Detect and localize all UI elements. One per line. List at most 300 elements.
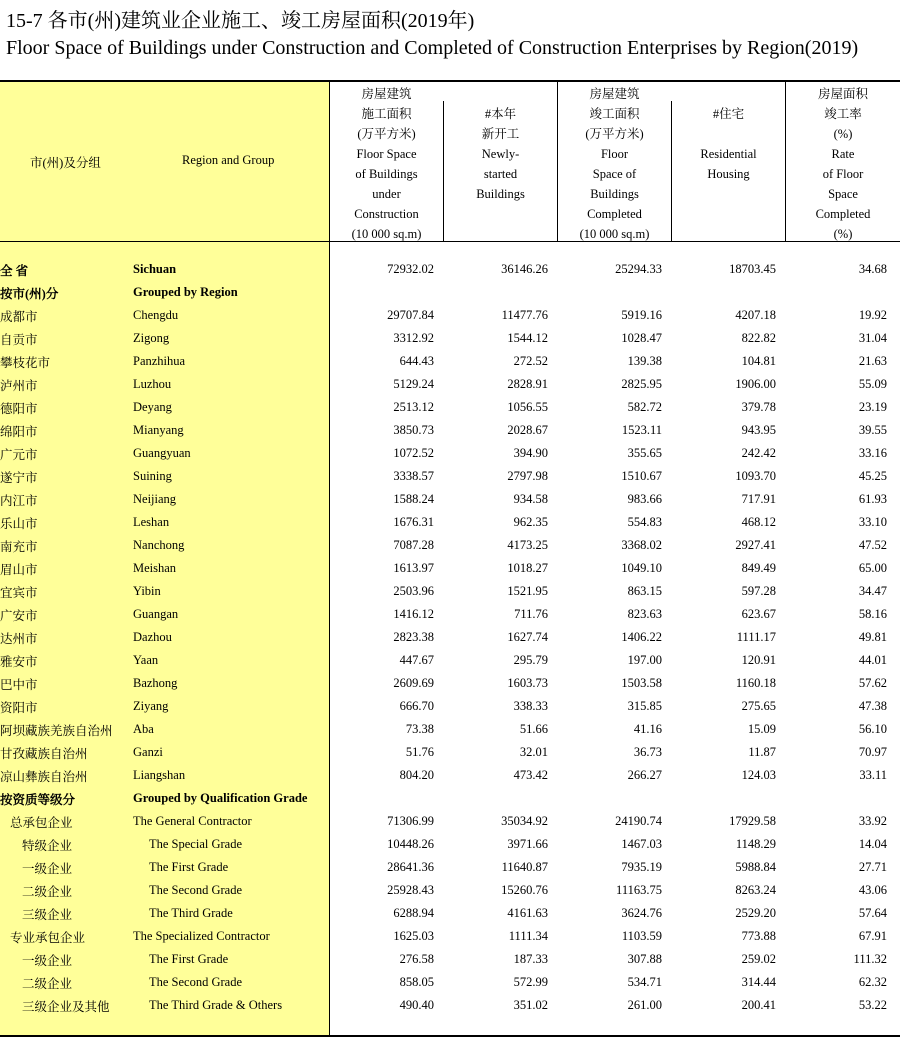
table-row	[0, 603, 900, 626]
table-row	[0, 557, 900, 580]
header-group1-top: 房屋建筑	[361, 87, 412, 101]
newly-started-buildings: 1544.12	[507, 331, 548, 345]
newly-started-buildings: 11477.76	[501, 308, 548, 322]
row-name-cn: 甘孜藏族自治州	[0, 746, 88, 761]
completion-rate: 70.97	[858, 745, 887, 759]
completion-rate: 34.47	[858, 584, 887, 598]
floor-space-completed: 2825.95	[621, 377, 662, 391]
row-padding	[887, 856, 900, 879]
floor-space-under-construction: 25928.43	[387, 883, 434, 897]
residential-housing: 4207.18	[735, 308, 776, 322]
row-name-en: Mianyang	[133, 423, 184, 437]
header-col1	[330, 104, 443, 244]
newly-started-buildings: 711.76	[514, 607, 548, 621]
residential-housing: 943.95	[741, 423, 776, 437]
residential-housing: 468.12	[741, 515, 776, 529]
residential-housing: 2529.20	[735, 906, 776, 920]
floor-space-under-construction: 5129.24	[393, 377, 434, 391]
row-padding	[887, 465, 900, 488]
floor-space-completed: 1103.59	[621, 929, 662, 943]
header-col5-line: (%)	[833, 127, 853, 141]
floor-space-completed: 1049.10	[621, 561, 662, 575]
header-col5-line: 房屋面积	[817, 87, 868, 101]
residential-housing: 1148.29	[735, 837, 776, 851]
residential-housing: 1160.18	[735, 676, 776, 690]
bottom-rule	[0, 1035, 900, 1037]
table-row	[0, 925, 900, 948]
completion-rate: 49.81	[858, 630, 887, 644]
completion-rate: 33.92	[858, 814, 887, 828]
row-name-en: Neijiang	[133, 492, 177, 506]
floor-space-under-construction: 1613.97	[393, 561, 434, 575]
residential-housing: 17929.58	[729, 814, 776, 828]
residential-housing: 124.03	[741, 768, 776, 782]
floor-space-under-construction: 858.05	[399, 975, 434, 989]
residential-housing: 259.02	[741, 952, 776, 966]
header-col2-line: #本年	[484, 107, 517, 121]
floor-space-under-construction: 6288.94	[393, 906, 434, 920]
row-padding	[887, 925, 900, 948]
completion-rate: 58.16	[858, 607, 887, 621]
row-padding	[887, 833, 900, 856]
data-table	[0, 258, 900, 1017]
floor-space-completed: 3368.02	[621, 538, 662, 552]
completion-rate: 111.32	[853, 952, 887, 966]
row-padding	[887, 281, 900, 304]
floor-space-under-construction: 1416.12	[393, 607, 434, 621]
table-row	[0, 304, 900, 327]
row-name-en: Aba	[133, 722, 154, 736]
row-padding	[887, 695, 900, 718]
row-name-en: The General Contractor	[133, 814, 252, 828]
residential-housing: 11.87	[748, 745, 776, 759]
header-col1-line: Floor Space	[356, 147, 417, 161]
floor-space-completed: 7935.19	[621, 860, 662, 874]
header-col5-line: Rate	[831, 147, 855, 161]
completion-rate: 34.68	[858, 262, 887, 276]
table-row	[0, 833, 900, 856]
completion-rate: 61.93	[858, 492, 887, 506]
table-row	[0, 764, 900, 787]
row-padding	[887, 603, 900, 626]
table-row	[0, 281, 900, 304]
row-name-cn: 自贡市	[0, 332, 38, 347]
header-col1-line: Construction	[354, 207, 419, 221]
row-padding	[887, 672, 900, 695]
row-name-en: The First Grade	[149, 952, 229, 966]
residential-housing: 8263.24	[735, 883, 776, 897]
floor-space-under-construction: 10448.26	[387, 837, 434, 851]
top-rule	[0, 80, 900, 82]
row-name-en: Sichuan	[133, 262, 177, 276]
completion-rate: 47.52	[858, 538, 887, 552]
table-row	[0, 258, 900, 281]
row-name-cn: 按市(州)分	[0, 286, 59, 301]
floor-space-completed: 823.63	[627, 607, 662, 621]
floor-space-completed: 1503.58	[621, 676, 662, 690]
floor-space-completed: 36.73	[633, 745, 662, 759]
row-name-cn: 南充市	[0, 539, 38, 554]
newly-started-buildings: 1627.74	[507, 630, 548, 644]
row-padding	[887, 649, 900, 672]
newly-started-buildings: 934.58	[513, 492, 548, 506]
floor-space-completed: 25294.33	[615, 262, 662, 276]
row-padding	[887, 557, 900, 580]
floor-space-completed: 197.00	[627, 653, 662, 667]
completion-rate: 21.63	[858, 354, 887, 368]
row-name-cn: 二级企业	[22, 976, 73, 991]
newly-started-buildings: 2028.67	[507, 423, 548, 437]
row-name-en: The First Grade	[149, 860, 229, 874]
floor-space-under-construction: 1676.31	[393, 515, 434, 529]
row-name-en: Panzhihua	[133, 354, 186, 368]
residential-housing	[662, 787, 776, 810]
newly-started-buildings: 11640.87	[501, 860, 548, 874]
completion-rate: 14.04	[858, 837, 887, 851]
row-name-cn: 阿坝藏族羌族自治州	[0, 723, 113, 738]
residential-housing: 1906.00	[735, 377, 776, 391]
residential-housing: 717.91	[741, 492, 776, 506]
header-col2-line: Buildings	[476, 187, 525, 201]
floor-space-under-construction: 3850.73	[393, 423, 434, 437]
row-name-en: Chengdu	[133, 308, 179, 322]
row-padding	[887, 787, 900, 810]
table-row	[0, 994, 900, 1017]
residential-housing: 1111.17	[736, 630, 776, 644]
floor-space-under-construction: 276.58	[399, 952, 434, 966]
floor-space-completed: 11163.75	[616, 883, 662, 897]
table-row	[0, 350, 900, 373]
row-name-en: Nanchong	[133, 538, 185, 552]
residential-housing: 18703.45	[729, 262, 776, 276]
newly-started-buildings: 15260.76	[501, 883, 548, 897]
row-padding	[887, 810, 900, 833]
table-row	[0, 672, 900, 695]
row-name-cn: 攀枝花市	[0, 355, 51, 370]
row-name-en: Yaan	[133, 653, 159, 667]
completion-rate	[776, 281, 887, 304]
row-padding	[887, 396, 900, 419]
newly-started-buildings: 4161.63	[507, 906, 548, 920]
residential-housing: 314.44	[741, 975, 776, 989]
residential-housing: 623.67	[741, 607, 776, 621]
floor-space-completed: 1467.03	[621, 837, 662, 851]
residential-housing: 5988.84	[735, 860, 776, 874]
table-row	[0, 695, 900, 718]
completion-rate: 56.10	[858, 722, 887, 736]
newly-started-buildings: 3971.66	[507, 837, 548, 851]
newly-started-buildings: 338.33	[513, 699, 548, 713]
newly-started-buildings: 2828.91	[507, 377, 548, 391]
completion-rate: 57.64	[858, 906, 887, 920]
header-col3-line: Buildings	[590, 187, 639, 201]
header-region-en: Region and Group	[182, 153, 275, 167]
row-name-en: Suining	[133, 469, 172, 483]
header-col4-line: Residential	[700, 147, 757, 161]
newly-started-buildings: 473.42	[513, 768, 548, 782]
row-name-cn: 凉山彝族自治州	[0, 769, 88, 784]
row-name-en: Grouped by Region	[133, 285, 238, 299]
floor-space-under-construction: 666.70	[399, 699, 434, 713]
floor-space-under-construction: 2609.69	[393, 676, 434, 690]
row-padding	[887, 304, 900, 327]
row-padding	[887, 511, 900, 534]
floor-space-completed: 266.27	[627, 768, 662, 782]
row-name-cn: 一级企业	[22, 953, 73, 968]
table-row	[0, 971, 900, 994]
floor-space-completed: 534.71	[627, 975, 662, 989]
newly-started-buildings: 1056.55	[507, 400, 548, 414]
table-row	[0, 534, 900, 557]
newly-started-buildings: 2797.98	[507, 469, 548, 483]
newly-started-buildings: 351.02	[513, 998, 548, 1012]
floor-space-under-construction: 490.40	[399, 998, 434, 1012]
floor-space-under-construction: 804.20	[399, 768, 434, 782]
row-padding	[887, 327, 900, 350]
floor-space-under-construction: 72932.02	[387, 262, 434, 276]
header-region-cn: 市(州)及分组	[30, 156, 101, 170]
residential-housing: 2927.41	[735, 538, 776, 552]
completion-rate: 27.71	[858, 860, 887, 874]
row-padding	[887, 350, 900, 373]
floor-space-under-construction: 71306.99	[387, 814, 434, 828]
row-name-en: Ziyang	[133, 699, 169, 713]
newly-started-buildings: 35034.92	[501, 814, 548, 828]
completion-rate: 39.55	[858, 423, 887, 437]
residential-housing: 275.65	[741, 699, 776, 713]
residential-housing: 15.09	[747, 722, 776, 736]
header-col5-line: (%)	[833, 227, 853, 241]
completion-rate: 45.25	[858, 469, 887, 483]
residential-housing: 773.88	[741, 929, 776, 943]
row-name-cn: 遂宁市	[0, 470, 38, 485]
newly-started-buildings	[434, 787, 548, 810]
floor-space-under-construction: 7087.28	[393, 538, 434, 552]
row-name-cn: 眉山市	[0, 562, 38, 577]
row-name-en: The Special Grade	[149, 837, 243, 851]
table-row	[0, 396, 900, 419]
row-padding	[887, 764, 900, 787]
header-col4-line: Housing	[707, 167, 750, 181]
row-padding	[887, 488, 900, 511]
floor-space-completed: 1406.22	[621, 630, 662, 644]
floor-space-completed: 554.83	[627, 515, 662, 529]
header-col2-line: 新开工	[481, 127, 520, 141]
newly-started-buildings: 962.35	[513, 515, 548, 529]
row-name-en: The Second Grade	[149, 975, 243, 989]
header-col3-line: Completed	[587, 207, 642, 221]
floor-space-under-construction: 73.38	[405, 722, 434, 736]
row-name-cn: 按资质等级分	[0, 792, 76, 807]
floor-space-completed: 1510.67	[621, 469, 662, 483]
newly-started-buildings: 272.52	[513, 354, 548, 368]
residential-housing: 849.49	[741, 561, 776, 575]
header-col3-line: (10 000 sq.m)	[579, 227, 650, 241]
row-name-en: Guangan	[133, 607, 179, 621]
header-group2	[558, 84, 671, 104]
table-row	[0, 626, 900, 649]
header-col5	[786, 84, 900, 244]
floor-space-under-construction: 51.76	[405, 745, 434, 759]
table-row	[0, 580, 900, 603]
floor-space-under-construction: 1072.52	[393, 446, 434, 460]
row-name-cn: 二级企业	[22, 884, 73, 899]
row-name-en: Luzhou	[133, 377, 172, 391]
row-padding	[887, 373, 900, 396]
table-row	[0, 787, 900, 810]
floor-space-under-construction: 447.67	[399, 653, 434, 667]
row-name-en: Liangshan	[133, 768, 186, 782]
residential-housing: 104.81	[741, 354, 776, 368]
newly-started-buildings: 4173.25	[507, 538, 548, 552]
header-col1-line: 施工面积	[361, 107, 412, 121]
floor-space-under-construction: 1625.03	[393, 929, 434, 943]
row-name-en: Ganzi	[133, 745, 163, 759]
floor-space-under-construction	[329, 281, 434, 304]
table-row	[0, 488, 900, 511]
data-body	[0, 258, 900, 1017]
row-name-cn: 宜宾市	[0, 585, 38, 600]
row-name-cn: 广安市	[0, 608, 38, 623]
residential-housing: 242.42	[741, 446, 776, 460]
row-name-en: Meishan	[133, 561, 177, 575]
table-row	[0, 465, 900, 488]
header-col4-line: #住宅	[712, 107, 745, 121]
table-row	[0, 718, 900, 741]
row-padding	[887, 902, 900, 925]
floor-space-under-construction: 3312.92	[393, 331, 434, 345]
table-row	[0, 373, 900, 396]
row-name-cn: 成都市	[0, 309, 38, 324]
residential-housing: 120.91	[741, 653, 776, 667]
newly-started-buildings: 51.66	[519, 722, 548, 736]
floor-space-under-construction: 2823.38	[393, 630, 434, 644]
floor-space-completed: 3624.76	[621, 906, 662, 920]
row-name-cn: 巴中市	[0, 677, 38, 692]
row-padding	[887, 718, 900, 741]
floor-space-completed: 1523.11	[621, 423, 662, 437]
header-col3-line: Space of	[592, 167, 637, 181]
row-name-en: The Third Grade	[149, 906, 233, 920]
completion-rate: 19.92	[858, 308, 887, 322]
newly-started-buildings: 394.90	[513, 446, 548, 460]
row-name-cn: 乐山市	[0, 516, 38, 531]
newly-started-buildings: 187.33	[513, 952, 548, 966]
residential-housing: 822.82	[741, 331, 776, 345]
row-name-en: Yibin	[133, 584, 161, 598]
completion-rate: 33.16	[858, 446, 887, 460]
newly-started-buildings: 36146.26	[501, 262, 548, 276]
floor-space-completed: 355.65	[627, 446, 662, 460]
completion-rate	[776, 787, 887, 810]
completion-rate: 55.09	[858, 377, 887, 391]
floor-space-completed: 582.72	[627, 400, 662, 414]
row-name-en: The Second Grade	[149, 883, 243, 897]
completion-rate: 57.62	[858, 676, 887, 690]
floor-space-under-construction: 1588.24	[393, 492, 434, 506]
floor-space-completed: 307.88	[627, 952, 662, 966]
header-col3-line: (万平方米)	[585, 127, 644, 141]
header-col5-line: 竣工率	[824, 107, 862, 121]
header-group1	[330, 84, 443, 104]
row-name-en: Zigong	[133, 331, 170, 345]
row-name-cn: 三级企业及其他	[22, 999, 110, 1014]
header-col5-line: of Floor	[822, 167, 864, 181]
row-name-cn: 资阳市	[0, 700, 38, 715]
row-name-cn: 一级企业	[22, 861, 73, 876]
row-padding	[887, 534, 900, 557]
floor-space-completed: 139.38	[627, 354, 662, 368]
floor-space-completed: 863.15	[627, 584, 662, 598]
table-row	[0, 511, 900, 534]
newly-started-buildings: 32.01	[519, 745, 548, 759]
row-name-cn: 专业承包企业	[10, 930, 86, 945]
row-name-en: The Third Grade & Others	[149, 998, 283, 1012]
newly-started-buildings: 572.99	[513, 975, 548, 989]
header-col3	[558, 104, 671, 244]
row-padding	[887, 419, 900, 442]
newly-started-buildings: 1111.34	[508, 929, 548, 943]
header-group2-top: 房屋建筑	[589, 87, 640, 101]
completion-rate: 23.19	[858, 400, 887, 414]
table-row	[0, 741, 900, 764]
floor-space-under-construction: 29707.84	[387, 308, 434, 322]
completion-rate: 47.38	[858, 699, 887, 713]
floor-space-completed	[548, 787, 662, 810]
completion-rate: 43.06	[858, 883, 887, 897]
header-col5-line: Completed	[815, 207, 871, 221]
table-row	[0, 948, 900, 971]
row-padding	[887, 741, 900, 764]
residential-housing	[662, 281, 776, 304]
header-col4-spacer	[672, 124, 785, 144]
row-name-cn: 绵阳市	[0, 424, 38, 439]
newly-started-buildings: 1018.27	[507, 561, 548, 575]
header-col3-line: 竣工面积	[589, 107, 640, 121]
table-row	[0, 649, 900, 672]
floor-space-completed: 24190.74	[615, 814, 662, 828]
row-name-cn: 全 省	[0, 263, 29, 278]
header-col4	[672, 104, 785, 184]
table-title-chinese: 15-7 各市(州)建筑业企业施工、竣工房屋面积(2019年)	[6, 10, 475, 32]
table-row	[0, 419, 900, 442]
row-name-en: Leshan	[133, 515, 170, 529]
row-name-en: Deyang	[133, 400, 172, 414]
newly-started-buildings: 1521.95	[507, 584, 548, 598]
row-name-cn: 德阳市	[0, 401, 38, 416]
header-col3-line: Floor	[600, 147, 629, 161]
row-name-cn: 总承包企业	[10, 815, 73, 830]
floor-space-under-construction	[329, 787, 434, 810]
header-col2-line: started	[483, 167, 518, 181]
completion-rate: 67.91	[858, 929, 887, 943]
floor-space-completed	[548, 281, 662, 304]
row-name-cn: 达州市	[0, 631, 38, 646]
row-name-en: Grouped by Qualification Grade	[133, 791, 308, 805]
floor-space-completed: 983.66	[627, 492, 662, 506]
table-row	[0, 442, 900, 465]
header-bottom-rule	[0, 241, 900, 242]
header-col1-line: (万平方米)	[357, 127, 416, 141]
floor-space-under-construction: 28641.36	[387, 860, 434, 874]
floor-space-completed: 41.16	[633, 722, 662, 736]
header-col1-line: (10 000 sq.m)	[351, 227, 422, 241]
table-row	[0, 810, 900, 833]
completion-rate: 31.04	[858, 331, 887, 345]
residential-housing: 597.28	[741, 584, 776, 598]
floor-space-under-construction: 2503.96	[393, 584, 434, 598]
row-name-cn: 广元市	[0, 447, 38, 462]
